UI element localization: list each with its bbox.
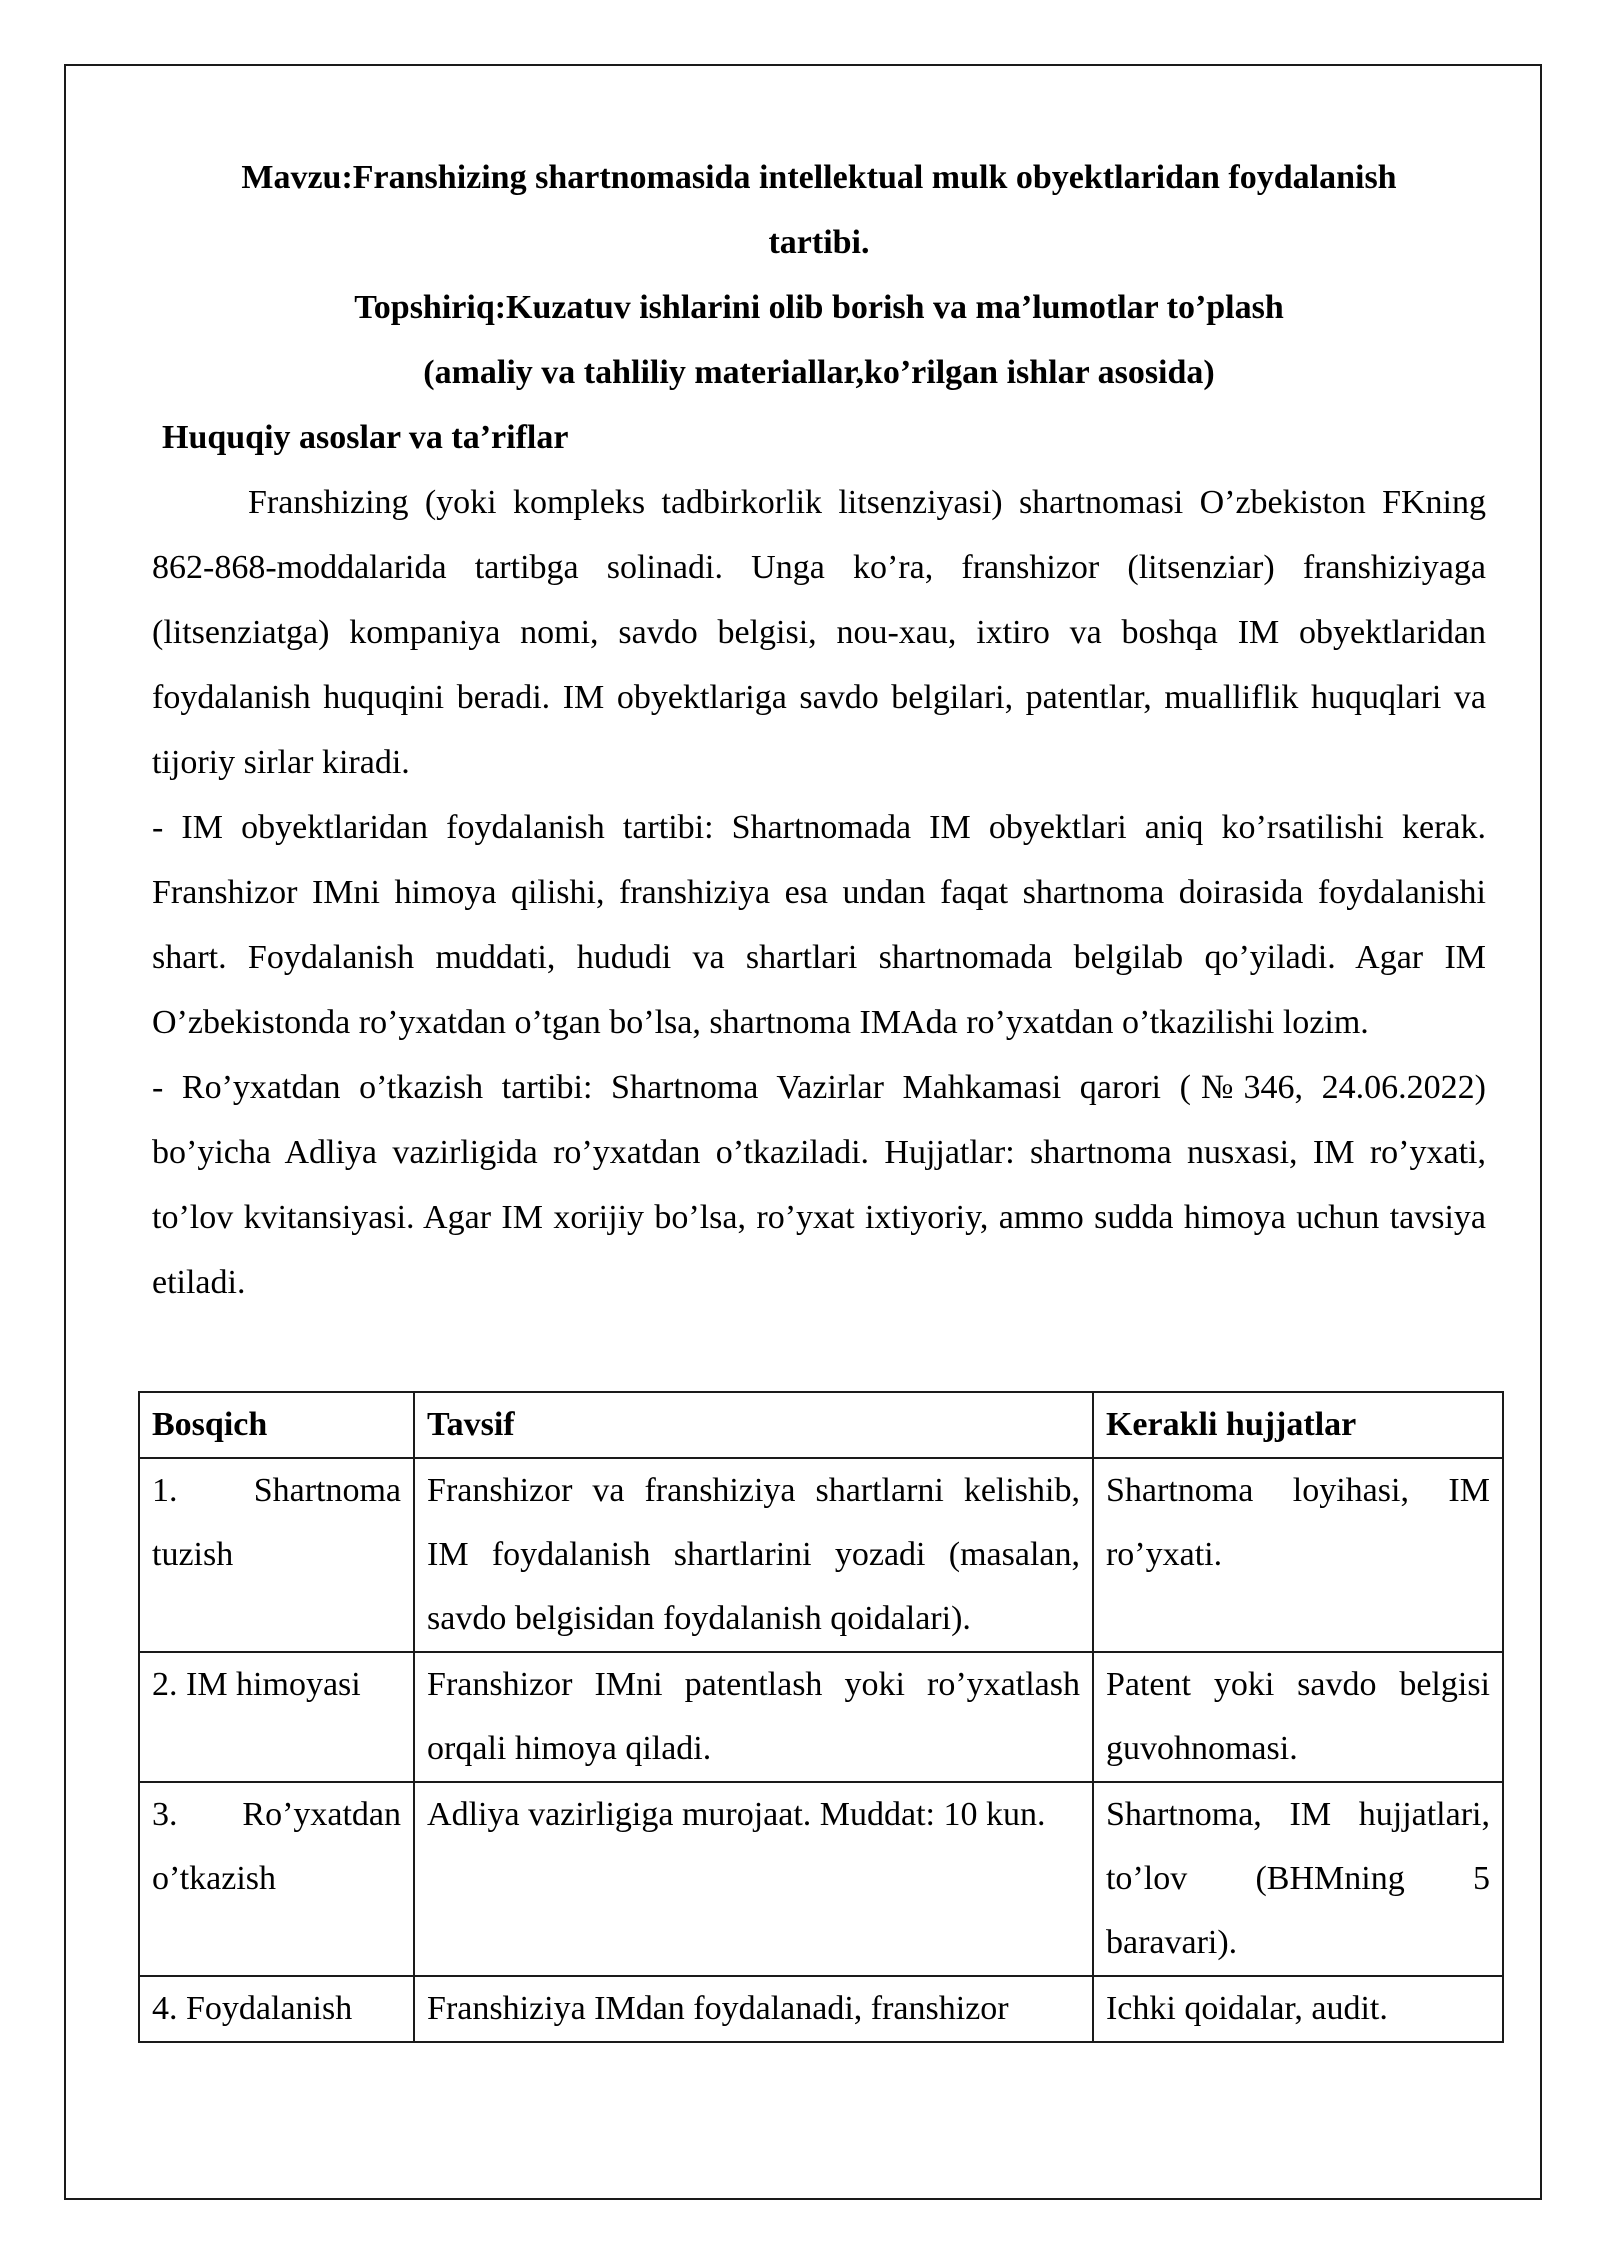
cell-documents: Patent yoki savdo belgisi guvohnomasi. [1093, 1652, 1503, 1782]
cell-stage: 1. Shartnoma tuzish [139, 1458, 414, 1652]
section-heading: Huquqiy asoslar va ta’riflar [162, 419, 569, 456]
paragraph-registration-procedure: - Ro’yxatdan o’tkazish tartibi: Shartnoma Vazirlar Mahkamasi qarori (№346, 24.06.2022) bo’yicha Adliya vazirligida ro’yxatdan o’tkaziladi. Hujjatlar: shartnoma nusxasi, IM ro’yxati, to’lov kvitansiyasi. Agar IM xorijiy bo’lsa, ro’yxat ixtiyoriy, ammo sudda himoya uchun tavsiya etiladi. [152, 1069, 1486, 1301]
table-row [139, 1652, 1503, 1782]
document-body [152, 145, 1486, 1315]
cell-description: Adliya vazirligiga murojaat. Muddat: 10 kun. [414, 1782, 1093, 1976]
cell-documents: Shartnoma loyihasi, IM ro’yxati. [1093, 1458, 1503, 1652]
cell-stage: 4. Foydalanish [139, 1976, 414, 2042]
cell-description: Franshizor va franshiziya shartlarni kelishib, IM foydalanish shartlarini yozadi (masalan, savdo belgisidan foydalanish qoidalari). [414, 1458, 1093, 1652]
stages-table [138, 1391, 1504, 2043]
topic-title-line-2: tartibi. [768, 224, 870, 261]
table-row [139, 1782, 1503, 1976]
topic-title-line-1: Mavzu:Franshizing shartnomasida intellektual mulk obyektlaridan foydalanish [241, 159, 1397, 196]
column-header-documents: Kerakli hujjatlar [1093, 1392, 1503, 1458]
paragraph-usage-procedure: - IM obyektlaridan foydalanish tartibi: Shartnomada IM obyektlari aniq ko’rsatilishi kerak. Franshizor IMni himoya qilishi, franshiziya esa undan faqat shartnoma doirasida foydalanishi shart. Foydalanish muddati, hududi va shartlari shartnomada belgilab qo’yiladi. Agar IM O’zbekistonda ro’yxatdan o’tgan bo’lsa, shartnoma IMAda ro’yxatdan o’tkazilishi lozim. [152, 809, 1486, 1041]
paragraph-legal-basis: Franshizing (yoki kompleks tadbirkorlik litsenziyasi) shartnomasi O’zbekiston FKning 862-868-moddalarida tartibga solinadi. Unga ko’ra, franshizor (litsenziar) franshiziyaga (litsenziatga) kompaniya nomi, savdo belgisi, nou-xau, ixtiro va boshqa IM obyektlaridan foydalanish huquqini beradi. IM obyektlariga savdo belgilari, patentlar, mualliflik huquqlari va tijoriy sirlar kiradi. [152, 484, 1486, 781]
cell-description: Franshiziya IMdan foydalanadi, franshizor [414, 1976, 1093, 2042]
column-header-description: Tavsif [414, 1392, 1093, 1458]
table-row [139, 1976, 1503, 2042]
cell-documents: Ichki qoidalar, audit. [1093, 1976, 1503, 2042]
cell-documents: Shartnoma, IM hujjatlari, to’lov (BHMning 5 baravari). [1093, 1782, 1503, 1976]
cell-description: Franshizor IMni patentlash yoki ro’yxatlash orqali himoya qiladi. [414, 1652, 1093, 1782]
cell-stage: 2. IM himoyasi [139, 1652, 414, 1782]
table-row [139, 1458, 1503, 1652]
task-title-line-2: (amaliy va tahliliy materiallar,ko’rilgan ishlar asosida) [423, 354, 1215, 391]
table-header-row [139, 1392, 1503, 1458]
cell-stage: 3. Ro’yxatdan o’tkazish [139, 1782, 414, 1976]
column-header-stage: Bosqich [139, 1392, 414, 1458]
topic-title [152, 145, 1486, 275]
task-title [152, 275, 1486, 405]
task-title-line-1: Topshiriq:Kuzatuv ishlarini olib borish va ma’lumotlar to’plash [354, 289, 1284, 326]
